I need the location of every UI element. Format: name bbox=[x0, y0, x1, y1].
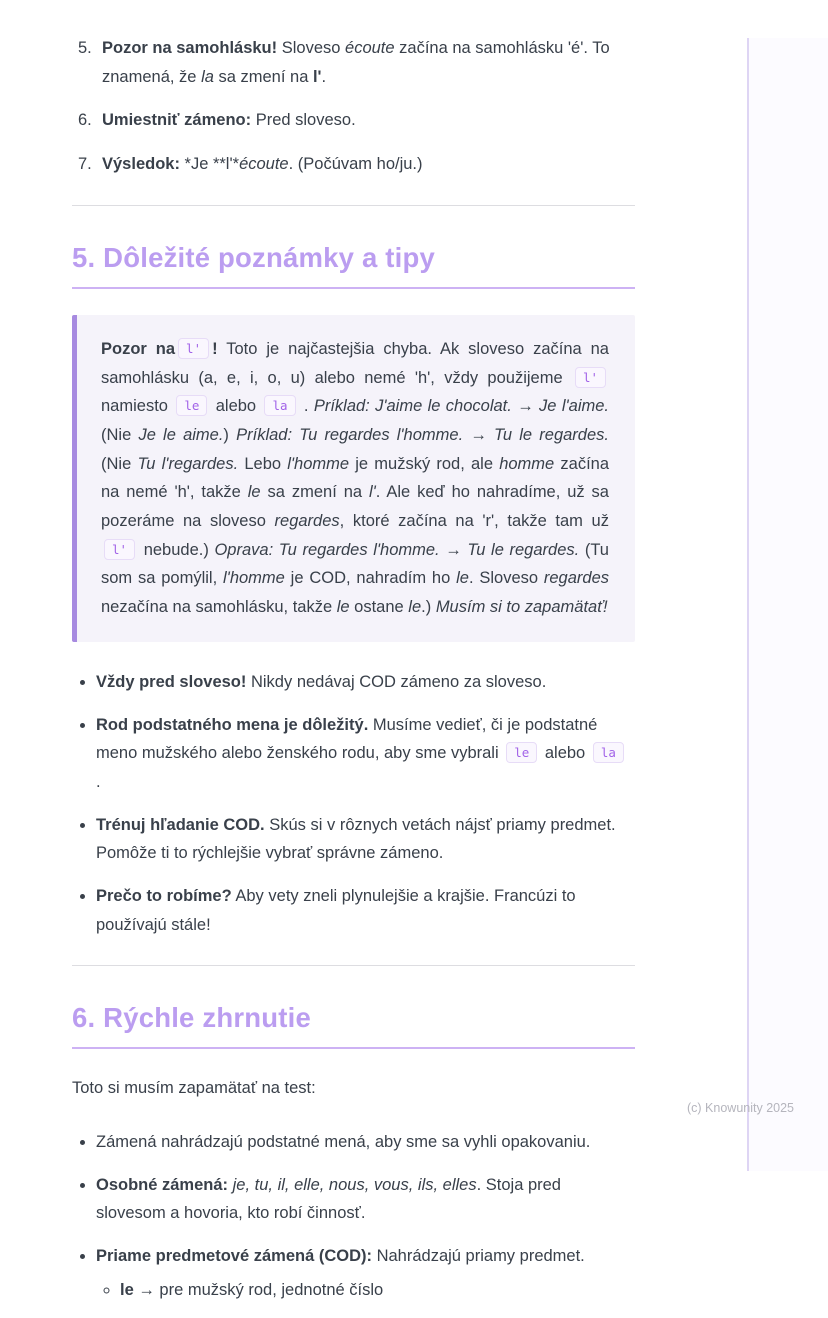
inline-code-chip: le bbox=[176, 395, 207, 416]
list-item-text: Výsledok: *Je **l'*écoute. (Počúvam ho/ju.) bbox=[102, 155, 423, 174]
copyright-note: (c) Knowunity 2025 bbox=[687, 1101, 795, 1115]
bullet-text: Zámená nahrádzajú podstatné mená, aby sme sa vyhli opakovaniu. bbox=[96, 1132, 591, 1151]
bullet-item bbox=[96, 811, 635, 868]
list-item-text: Umiestniť zámeno: Pred sloveso. bbox=[102, 111, 356, 130]
inline-code-chip: le bbox=[506, 742, 537, 763]
ordered-list bbox=[72, 34, 635, 179]
sub-bullet-list bbox=[96, 1276, 635, 1305]
list-item-number: 6. bbox=[78, 111, 92, 130]
list-item-number: 7. bbox=[78, 155, 92, 174]
bullet-text: Osobné zámená: je, tu, il, elle, nous, vous, ils, elles. Stoja pred slovesom a hovoria, kto robí činnosť. bbox=[96, 1175, 561, 1223]
inline-code-chip: la bbox=[264, 395, 295, 416]
bullet-item bbox=[96, 1242, 635, 1304]
page-edge-line bbox=[747, 38, 749, 1171]
bullet-item bbox=[96, 711, 635, 797]
inline-code-chip: l' bbox=[104, 539, 135, 560]
summary-bullet-list bbox=[72, 1128, 635, 1305]
inline-code-chip: la bbox=[593, 742, 624, 763]
bullet-text: Priame predmetové zámená (COD): Nahrádzajú priamy predmet. bbox=[96, 1246, 585, 1265]
bullet-text: Vždy pred sloveso! Nikdy nedávaj COD zámeno za sloveso. bbox=[96, 672, 547, 691]
ordered-list-item bbox=[78, 150, 635, 179]
bullet-item bbox=[96, 882, 635, 939]
bullet-item bbox=[96, 1128, 635, 1157]
section6-intro: Toto si musím zapamätať na test: bbox=[72, 1079, 316, 1098]
bullet-text: Trénuj hľadanie COD. Skús si v rôznych vetách nájsť priamy predmet. Pomôže ti to rýchlejšie vybrať správne zámeno. bbox=[96, 815, 616, 863]
warning-callout bbox=[72, 315, 635, 642]
ordered-list-item bbox=[78, 34, 635, 91]
list-item-text: Pozor na samohlásku! Sloveso écoute začína na samohlásku 'é'. To znamená, že la sa zmení na l'. bbox=[102, 39, 610, 86]
ordered-list-item bbox=[78, 106, 635, 135]
bullet-text: Prečo to robíme? Aby vety zneli plynulejšie a krajšie. Francúzi to používajú stále! bbox=[96, 887, 576, 934]
bullet-item bbox=[96, 668, 635, 697]
section-divider bbox=[72, 965, 635, 966]
list-item-number: 5. bbox=[78, 39, 92, 57]
tips-bullet-list bbox=[72, 668, 635, 940]
inline-code-chip: l' bbox=[178, 338, 209, 359]
callout-text: Pozor na l' ! Toto je najčastejšia chyba. Ak sloveso začína na samohlásku (a, e, i, o, u) alebo nemé 'h', vždy použijeme l' namiesto le alebo la . Príklad: J'aime le chocolat. → Je l'aime. (Nie Je le aime.) Príklad: Tu regardes l'homme. → Tu le regardes. (Nie Tu l'regardes. Lebo l'homme je mužský rod, ale homme začína na nemé 'h', takže le sa zmení na l'. Ale keď ho nahradíme, už sa pozeráme na sloveso regardes, ktoré začína na 'r', takže tam už l' nebude.) Oprava: Tu regardes l'homme. → Tu le regardes. (Tu som sa pomýlil, l'homme je COD, nahradím ho le. Sloveso regardes nezačína na samohlásku, takže le ostane le.) Musím si to zapamätať! bbox=[101, 339, 610, 617]
section5-heading: 5. Dôležité poznámky a tipy bbox=[72, 242, 635, 289]
document-content bbox=[72, 34, 635, 1318]
section-divider bbox=[72, 205, 635, 206]
page-margin-band bbox=[749, 38, 828, 1171]
sub-bullet-item bbox=[120, 1276, 635, 1305]
bullet-item bbox=[96, 1171, 635, 1228]
sub-bullet-text: le → pre mužský rod, jednotné číslo bbox=[120, 1280, 384, 1299]
inline-code-chip: l' bbox=[575, 367, 606, 388]
section6-heading: 6. Rýchle zhrnutie bbox=[72, 1002, 635, 1049]
bullet-text: Rod podstatného mena je dôležitý. Musíme vedieť, či je podstatné meno mužského alebo ženského rodu, aby sme vybrali le alebo la . bbox=[96, 716, 627, 791]
